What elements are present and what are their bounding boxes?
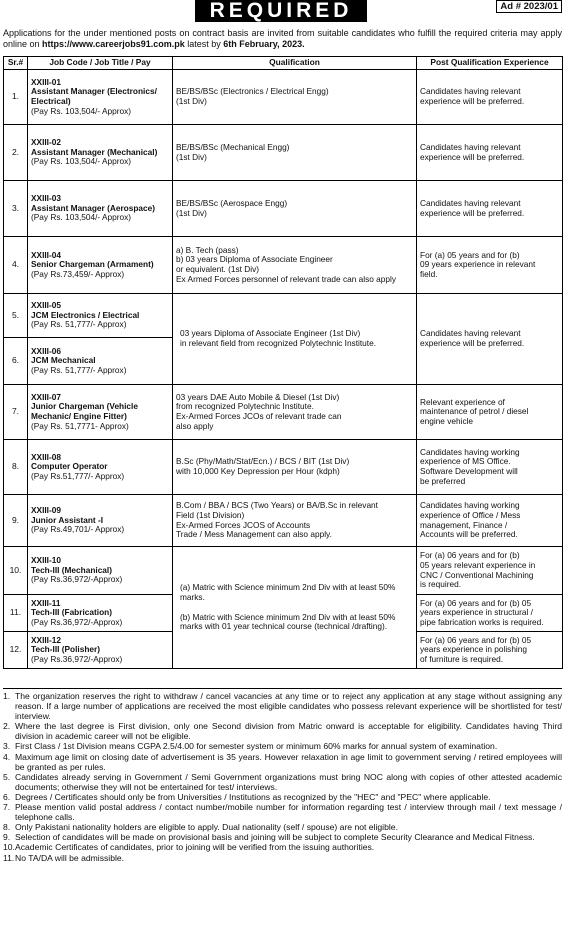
sr-number: 2. xyxy=(4,125,28,181)
experience-line: of furniture is required. xyxy=(420,653,504,664)
apply-url-link[interactable]: https://www.careerjobs91.com.pk xyxy=(42,38,185,49)
experience-cell xyxy=(417,181,563,237)
experience-line: Candidates having relevant xyxy=(420,328,521,339)
sr-number: 7. xyxy=(4,385,28,440)
job-code: XXIII-12 xyxy=(31,634,61,645)
job-cell xyxy=(28,440,173,495)
qualification-line: (1st Div) xyxy=(176,96,207,106)
experience-line: experience of Office / Mess xyxy=(420,509,521,520)
note-text: Selection of candidates will be made on provisional basis and joining will be subject to complete Security Clearance and Medical Fitness. xyxy=(15,832,535,843)
experience-line: experience will be preferred. xyxy=(420,338,525,348)
experience-line: Candidates having working xyxy=(420,500,520,511)
job-cell xyxy=(28,237,173,294)
note-text: Where the last degree is First division, only one Second division from Matric onward is acceptable for eligibility. Candidates having Third division in academic career will not be eligible. xyxy=(15,721,562,742)
qualification-line: (1st Div) xyxy=(176,151,207,162)
sr-number: 1. xyxy=(4,70,28,125)
experience-line: For (a) 06 years and for (b) 05 xyxy=(420,634,532,645)
job-code: XXIII-01 xyxy=(31,76,61,87)
note-text: No TA/DA will be admissible. xyxy=(15,852,125,863)
qualification-line: 03 years DAE Auto Mobile & Diesel (1st Div) xyxy=(176,391,340,402)
qualification-line: BE/BS/BSc (Mechanical Engg) xyxy=(176,141,290,152)
note-number: 6. xyxy=(3,791,11,802)
experience-line: pipe fabrication works is required. xyxy=(420,616,544,627)
qualification-cell xyxy=(173,547,417,669)
qualification-line: with 10,000 Key Depression per Hour (kdph) xyxy=(176,466,340,476)
job-pay: (Pay Rs. 103,504/- Approx) xyxy=(31,156,132,167)
ad-number: Ad # 2023/01 xyxy=(496,0,562,13)
note-item xyxy=(3,822,562,832)
qualification-cell xyxy=(173,70,417,125)
qualification-line: Ex-Armed Forces JCOS of Accounts xyxy=(176,519,311,530)
note-item xyxy=(3,772,562,792)
page-title: REQUIRED xyxy=(195,0,367,22)
sr-number: 4. xyxy=(4,237,28,294)
qualification-line: B.Com / BBA / BCS (Two Years) or BA/B.Sc in relevant xyxy=(176,500,378,511)
qualification-line: a) B. Tech (pass) xyxy=(176,244,239,255)
experience-line: field. xyxy=(420,268,438,279)
experience-line: be preferred xyxy=(420,475,466,486)
job-cell xyxy=(28,632,173,669)
note-number: 4. xyxy=(3,751,11,762)
job-pay: (Pay Rs. 51,7771- Approx) xyxy=(31,420,129,431)
deadline-date: 6th February, 2023. xyxy=(223,38,305,49)
note-item xyxy=(3,853,562,863)
job-title: Tech-III (Polisher) xyxy=(31,644,100,655)
experience-cell xyxy=(417,495,563,547)
experience-line: Software Development will xyxy=(420,466,518,476)
experience-line: Candidates having relevant xyxy=(420,141,521,152)
job-title: Senior Chargeman (Armament) xyxy=(31,259,154,270)
job-title: Computer Operator xyxy=(31,461,108,472)
table-row xyxy=(4,237,563,294)
qualification-line: Trade / Mess Management can also apply. xyxy=(176,529,332,540)
qualification-line: 03 years Diploma of Associate Engineer (1st Div) xyxy=(180,328,361,339)
sr-number: 9. xyxy=(4,495,28,547)
table-row xyxy=(4,385,563,440)
qualification-cell xyxy=(173,237,417,294)
job-code: XXIII-05 xyxy=(31,300,61,311)
experience-line: For (a) 06 years and for (b) 05 xyxy=(420,597,532,608)
experience-line: years experience in polishing xyxy=(420,644,528,655)
sr-number: 11. xyxy=(4,595,28,632)
sr-number: 8. xyxy=(4,440,28,495)
note-text: Please mention valid postal address / contact number/mobile number for information regarding test / interview through mail / text message / telephone calls. xyxy=(15,802,562,823)
job-pay: (Pay Rs. 51,777/- Approx) xyxy=(31,364,127,375)
table-row xyxy=(4,495,563,547)
experience-line: Candidates having relevant xyxy=(420,86,521,97)
qualification-line: (a) Matric with Science minimum 2nd Div with at least 50% xyxy=(180,582,396,593)
job-title: Assistant Manager (Aerospace) xyxy=(31,202,156,213)
experience-cell xyxy=(417,70,563,125)
note-number: 2. xyxy=(3,721,11,732)
experience-line: Candidates having working xyxy=(420,446,520,457)
qualification-line: BE/BS/BSc (Aerospace Engg) xyxy=(176,197,288,208)
note-number: 9. xyxy=(3,832,11,843)
job-pay: (Pay Rs. 103,504/- Approx) xyxy=(31,212,132,223)
job-title: Assistant Manager (Electronics/ Electrical) xyxy=(31,86,157,106)
qualification-line: (1st Div) xyxy=(176,207,207,218)
job-title: Junior Assistant -I xyxy=(31,514,104,525)
table-row xyxy=(4,294,563,338)
job-pay: (Pay Rs. 103,504/- Approx) xyxy=(31,105,132,116)
job-cell xyxy=(28,70,173,125)
note-text: First Class / 1st Division means CGPA 2.5/4.00 for semester system or minimum 60% marks for annual system of examination. xyxy=(15,741,498,752)
note-text: Academic Certificates of candidates, prior to joining will be verified from the issuing authorities. xyxy=(15,842,375,853)
job-cell xyxy=(28,495,173,547)
note-number: 11. xyxy=(3,852,15,863)
experience-line: is required. xyxy=(420,579,462,590)
job-code: XXIII-07 xyxy=(31,391,61,402)
experience-line: years experience in structural / xyxy=(420,607,533,618)
job-code: XXIII-09 xyxy=(31,505,61,516)
sr-number: 6. xyxy=(4,338,28,385)
qualification-cell xyxy=(173,495,417,547)
job-pay: (Pay Rs.36,972/-Approx) xyxy=(31,574,123,585)
qualification-line: b) 03 years Diploma of Associate Engineer xyxy=(176,254,333,265)
experience-line: CNC / Conventional Machining xyxy=(420,569,534,580)
job-pay: (Pay Rs. 51,777/- Approx) xyxy=(31,319,127,330)
qualification-cell xyxy=(173,181,417,237)
table-row xyxy=(4,125,563,181)
note-item xyxy=(3,842,562,852)
experience-line: 09 years experience in relevant xyxy=(420,259,536,270)
note-number: 10. xyxy=(3,842,15,853)
note-item xyxy=(3,832,562,842)
experience-line: Candidates having relevant xyxy=(420,197,521,208)
job-cell xyxy=(28,181,173,237)
experience-line: 05 years relevant experience in xyxy=(420,559,536,570)
job-title: Tech-III (Fabrication) xyxy=(31,607,112,618)
note-item xyxy=(3,752,562,772)
qualification-line: marks. xyxy=(180,591,205,602)
experience-line: For (a) 06 years and for (b) xyxy=(420,550,520,561)
qualification-line: in relevant field from recognized Polytechnic Institute. xyxy=(180,338,376,348)
note-item xyxy=(3,741,562,751)
table-row xyxy=(4,440,563,495)
qualification-line: from recognized Polytechnic Institute. xyxy=(176,401,314,412)
qualification-line: or equivalent. (1st Div) xyxy=(176,264,260,274)
note-number: 5. xyxy=(3,771,11,782)
table-row xyxy=(4,181,563,237)
job-title: Assistant Manager (Mechanical) xyxy=(31,146,158,157)
job-title: Tech-III (Mechanical) xyxy=(31,564,112,575)
qualification-line: Ex Armed Forces personnel of relevant trade can also apply xyxy=(176,273,396,284)
experience-cell xyxy=(417,440,563,495)
job-code: XXIII-04 xyxy=(31,249,61,260)
experience-line: management, Finance / xyxy=(420,519,508,530)
job-code: XXIII-03 xyxy=(31,193,61,204)
experience-line: experience will be preferred. xyxy=(420,96,525,106)
job-title: JCM Electronics / Electrical xyxy=(31,309,140,320)
table-row xyxy=(4,547,563,595)
job-pay: (Pay Rs.36,972/-Approx) xyxy=(31,616,123,627)
qualification-line: B.Sc (Phy/Math/Stat/Ecn.) / BCS / BIT (1st Div) xyxy=(176,456,350,467)
job-title: JCM Mechanical xyxy=(31,355,96,366)
job-code: XXIII-11 xyxy=(31,597,61,608)
qualification-line: (b) Matric with Science minimum 2nd Div with at least 50% xyxy=(180,611,396,622)
note-item xyxy=(3,792,562,802)
job-cell xyxy=(28,125,173,181)
note-text: Only Pakistani nationality holders are eligible to apply. Dual nationality (self / spouse) are not eligible. xyxy=(15,822,398,833)
note-number: 7. xyxy=(3,802,11,813)
job-code: XXIII-10 xyxy=(31,555,61,566)
note-text: The organization reserves the right to withdraw / cancel vacancies at any time or to reject any application at any stage without assigning any reason. If a large number of applications are received the most eligible candidates who possess relevant experience will be shortlisted for test/ interview. xyxy=(15,691,562,722)
job-code: XXIII-06 xyxy=(31,345,61,356)
qualification-line: BE/BS/BSc (Electronics / Electrical Engg) xyxy=(176,86,329,97)
qualification-cell xyxy=(173,385,417,440)
experience-line: For (a) 05 years and for (b) xyxy=(420,249,520,260)
note-item xyxy=(3,721,562,741)
experience-line: experience will be preferred. xyxy=(420,207,525,218)
job-cell xyxy=(28,294,173,338)
job-pay: (Pay Rs.73,459/- Approx) xyxy=(31,268,125,279)
job-pay: (Pay Rs.49,701/- Approx) xyxy=(31,524,125,535)
job-code: XXIII-08 xyxy=(31,451,61,462)
experience-cell xyxy=(417,595,563,632)
note-text: Candidates already serving in Government / Semi Government organizations must bring NOC along with copies of other attested academic documents; otherwise they will not be entertained for test/ interviews. xyxy=(15,771,562,792)
job-title: Junior Chargeman (Vehicle Mechanic/ Engine Fitter) xyxy=(31,401,138,421)
col-header-qualification: Qualification xyxy=(173,57,417,70)
note-text: Degrees / Certificates should only be from Universities / Institutions as recognized by the "HEC" and "PEC" where applicable. xyxy=(15,791,491,802)
jobs-table xyxy=(3,56,563,669)
intro-paragraph xyxy=(3,28,562,49)
sr-number: 5. xyxy=(4,294,28,338)
experience-line: engine vehicle xyxy=(420,415,474,426)
job-code: XXIII-02 xyxy=(31,137,61,148)
experience-line: experience will be preferred. xyxy=(420,151,525,162)
qualification-line: Field (1st Division) xyxy=(176,509,245,520)
job-cell xyxy=(28,385,173,440)
intro-text: Applications for the under mentioned posts on contract basis are invited from suitable candidates who fulfill the required criteria may apply online on xyxy=(3,28,562,49)
col-header-sr: Sr.# xyxy=(4,57,28,70)
table-header-row xyxy=(4,57,563,70)
qualification-line: Ex-Armed Forces JCOs of relevant trade can xyxy=(176,411,342,421)
qualification-line: marks with 01 year technical course (technical /drafting). xyxy=(180,621,388,632)
qualification-cell xyxy=(173,294,417,385)
job-cell xyxy=(28,338,173,385)
experience-line: Accounts will be preferred. xyxy=(420,529,518,540)
sr-number: 3. xyxy=(4,181,28,237)
note-number: 8. xyxy=(3,822,11,833)
experience-line: experience of MS Office. xyxy=(420,456,511,467)
note-item xyxy=(3,691,562,721)
note-number: 1. xyxy=(3,691,11,701)
col-header-job: Job Code / Job Title / Pay xyxy=(28,57,173,70)
experience-cell xyxy=(417,237,563,294)
qualification-cell xyxy=(173,440,417,495)
note-item xyxy=(3,802,562,822)
experience-cell xyxy=(417,385,563,440)
job-pay: (Pay Rs.51,777/- Approx) xyxy=(31,470,125,481)
qualification-cell xyxy=(173,125,417,181)
col-header-experience: Post Qualification Experience xyxy=(417,57,563,70)
experience-line: Relevant experience of xyxy=(420,396,505,407)
job-cell xyxy=(28,547,173,595)
table-row xyxy=(4,70,563,125)
experience-cell xyxy=(417,294,563,385)
job-pay: (Pay Rs.36,972/-Approx) xyxy=(31,653,123,664)
experience-line: maintenance of petrol / diesel xyxy=(420,406,529,417)
note-number: 3. xyxy=(3,741,11,752)
note-text: Maximum age limit on closing date of advertisement is 35 years. However relaxation in age limit to government serving / retired employees will be granted as per rules. xyxy=(15,751,562,772)
experience-cell xyxy=(417,125,563,181)
sr-number: 12. xyxy=(4,632,28,669)
experience-cell xyxy=(417,547,563,595)
notes-list xyxy=(3,688,562,863)
sr-number: 10. xyxy=(4,547,28,595)
experience-cell xyxy=(417,632,563,669)
qualification-line: also apply xyxy=(176,420,214,431)
job-cell xyxy=(28,595,173,632)
intro-text-2: latest by xyxy=(184,38,224,49)
